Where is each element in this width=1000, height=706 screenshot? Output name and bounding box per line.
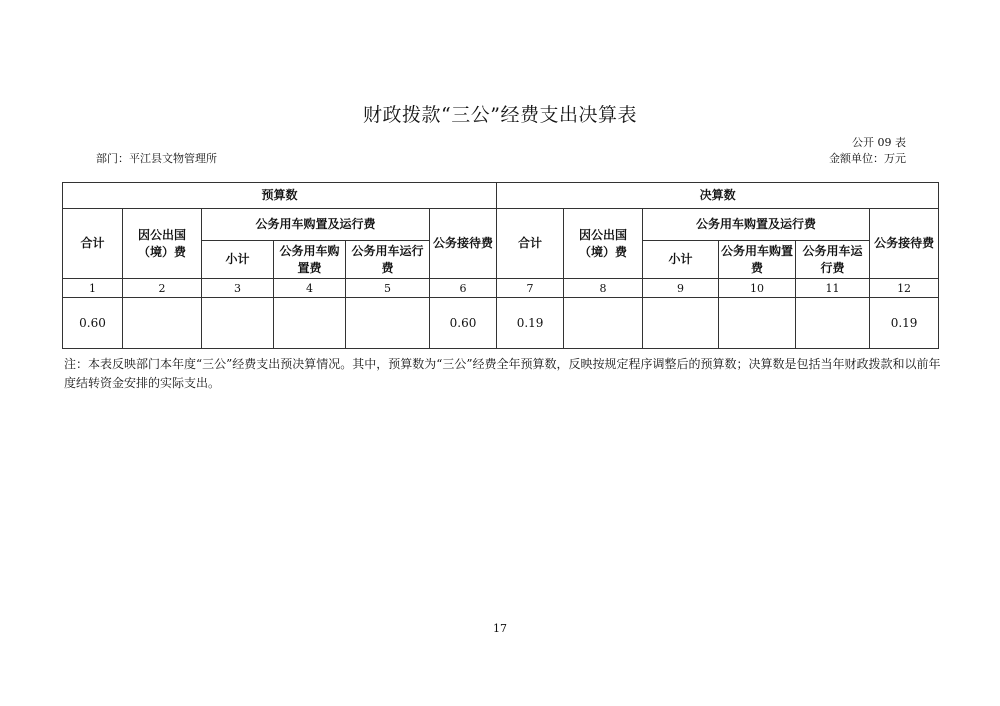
col-number: 7 (497, 279, 564, 298)
budget-vehicle-purchase-header: 公务用车购置费 (274, 241, 346, 279)
unit-label: 金额单位：万元 (829, 152, 906, 165)
budget-subtotal-header: 小计 (202, 241, 274, 279)
header-row-2 (63, 209, 939, 241)
col-number: 3 (202, 279, 274, 298)
col-number: 4 (274, 279, 346, 298)
final-reception-header: 公务接待费 (870, 209, 939, 279)
final-abroad-value (564, 298, 643, 349)
department-label: 部门：平江县文物管理所 (96, 152, 217, 165)
column-number-row (63, 279, 939, 298)
col-number: 11 (796, 279, 870, 298)
final-subtotal-value (643, 298, 719, 349)
budget-vehicle-group-header: 公务用车购置及运行费 (202, 209, 430, 241)
final-total-header: 合计 (497, 209, 564, 279)
final-vehicle-operation-value (796, 298, 870, 349)
budget-reception-header: 公务接待费 (430, 209, 497, 279)
col-number: 5 (346, 279, 430, 298)
final-vehicle-purchase-value (719, 298, 796, 349)
budget-subtotal-value (202, 298, 274, 349)
final-subtotal-header: 小计 (643, 241, 719, 279)
final-vehicle-operation-header: 公务用车运行费 (796, 241, 870, 279)
final-header: 决算数 (497, 183, 939, 209)
final-vehicle-purchase-header: 公务用车购置费 (719, 241, 796, 279)
budget-header: 预算数 (63, 183, 497, 209)
budget-vehicle-operation-value (346, 298, 430, 349)
value-row (63, 298, 939, 349)
col-number: 8 (564, 279, 643, 298)
budget-vehicle-operation-header: 公务用车运行费 (346, 241, 430, 279)
final-total-value: 0.19 (497, 298, 564, 349)
col-number: 2 (123, 279, 202, 298)
col-number: 1 (63, 279, 123, 298)
budget-abroad-value (123, 298, 202, 349)
report-title: 财政拨款“三公”经费支出决算表 (363, 104, 637, 126)
page-number: 17 (493, 622, 507, 635)
budget-total-value: 0.60 (63, 298, 123, 349)
col-number: 12 (870, 279, 939, 298)
form-number: 公开 09 表 (852, 136, 906, 149)
expenditure-table (62, 182, 939, 349)
header-row-1 (63, 183, 939, 209)
table-note: 注：本表反映部门本年度“三公”经费支出预决算情况。其中，预算数为“三公”经费全年预算数，反映按规定程序调整后的预算数；决算数是包括当年财政拨款和以前年度结转资金安排的实际支出。 (64, 357, 941, 390)
col-number: 6 (430, 279, 497, 298)
final-vehicle-group-header: 公务用车购置及运行费 (643, 209, 870, 241)
budget-abroad-header: 因公出国（境）费 (123, 209, 202, 279)
col-number: 9 (643, 279, 719, 298)
budget-total-header: 合计 (63, 209, 123, 279)
final-abroad-header: 因公出国（境）费 (564, 209, 643, 279)
col-number: 10 (719, 279, 796, 298)
budget-reception-value: 0.60 (430, 298, 497, 349)
budget-vehicle-purchase-value (274, 298, 346, 349)
final-reception-value: 0.19 (870, 298, 939, 349)
